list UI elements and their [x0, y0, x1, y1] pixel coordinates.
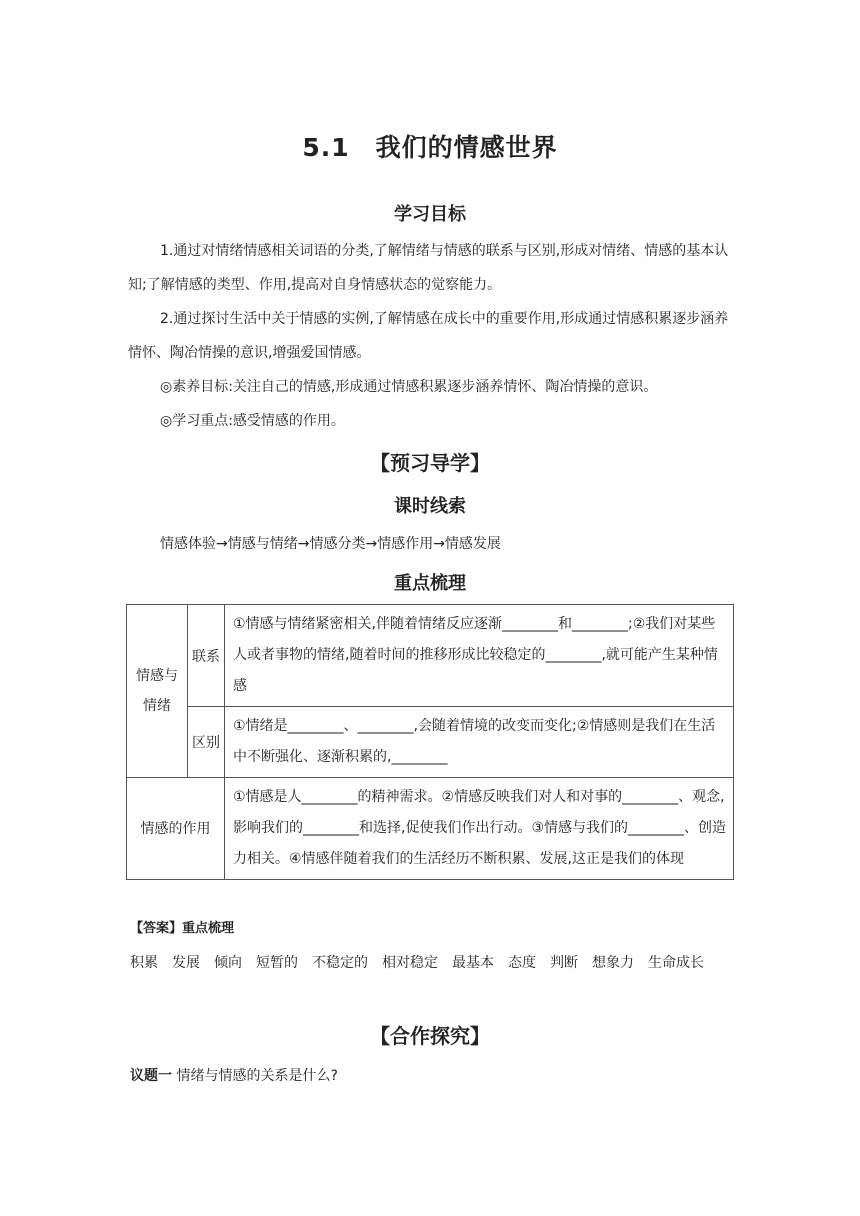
- topic-label: 议题一: [130, 1068, 172, 1084]
- function-content: ①情感是人________的精神需求。②情感反映我们对人和对事的________、观念,影响我们的________和选择,促使我们作出行动。③情感与我们的________、创造力相关。④情感伴随着我们的生活经历不断积累、发展,这正是我们的体现: [225, 778, 734, 880]
- key-points-heading: 重点梳理: [394, 573, 466, 594]
- table-row: [127, 605, 734, 707]
- preview-heading: 【预习导学】: [370, 451, 490, 475]
- lesson-clue: 情感体验→情感与情绪→情感分类→情感作用→情感发展: [160, 536, 501, 552]
- objective-2: 2.通过探讨生活中关于情感的实例,了解情感在成长中的重要作用,形成通过情感积累逐步涵养情怀、陶冶情操的意识,增强爱国情感。: [128, 311, 729, 361]
- table-row: [127, 778, 734, 880]
- table-row: [127, 707, 734, 778]
- objective-1: 1.通过对情绪情感相关词语的分类,了解情绪与情感的联系与区别,形成对情绪、情感的基本认知;了解情感的类型、作用,提高对自身情感状态的觉察能力。: [128, 243, 729, 293]
- objectives-heading: 学习目标: [394, 204, 466, 225]
- category-function: 情感的作用: [127, 778, 225, 880]
- clue-heading: 课时线索: [394, 496, 466, 517]
- connection-content: ①情感与情绪紧密相关,伴随着情绪反应逐渐________和________;②我们对某些人或者事物的情绪,随着时间的推移形成比较稳定的________,就可能产生某种情感: [225, 605, 734, 707]
- category-line: 情感与: [136, 668, 178, 684]
- key-points-table: [126, 604, 734, 880]
- answer-terms: 积累 发展 倾向 短暂的 不稳定的 相对稳定 最基本 态度 判断 想象力 生命成长: [130, 955, 704, 971]
- category-line: 情绪: [143, 698, 171, 714]
- page-title: 5.1 我们的情感世界: [302, 133, 558, 162]
- sub-category-difference: 区别: [188, 707, 225, 778]
- literacy-goal: ◎素养目标:关注自己的情感,形成通过情感积累逐步涵养情怀、陶冶情操的意识。: [160, 379, 658, 395]
- difference-content: ①情绪是________、________,会随着情境的改变而变化;②情感则是我们在生活中不断强化、逐渐积累的,________: [225, 707, 734, 778]
- category-emotion-feeling: [127, 605, 188, 778]
- sub-category-connection: 联系: [188, 605, 225, 707]
- answer-label: 【答案】重点梳理: [130, 921, 235, 936]
- topic-text: 情绪与情感的关系是什么?: [176, 1068, 338, 1084]
- learning-focus: ◎学习重点:感受情感的作用。: [160, 413, 345, 429]
- topic-one: [130, 1065, 338, 1085]
- cooperate-heading: 【合作探究】: [370, 1024, 490, 1048]
